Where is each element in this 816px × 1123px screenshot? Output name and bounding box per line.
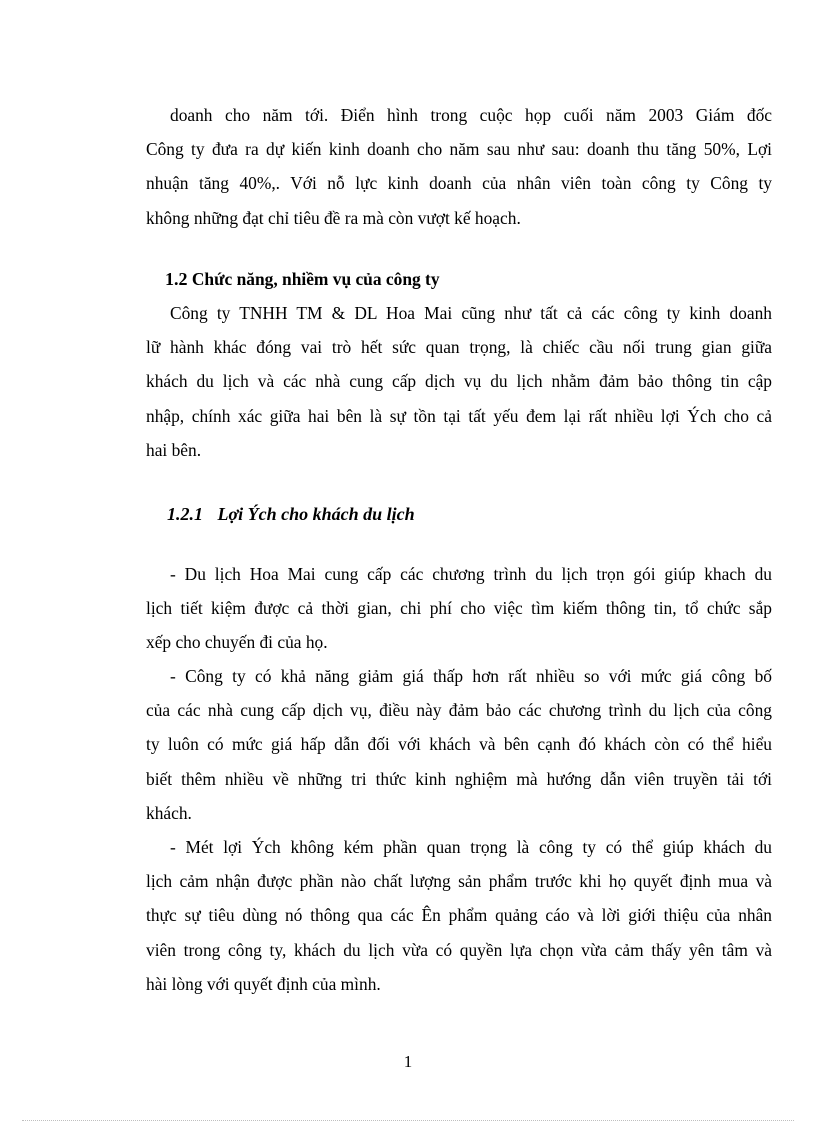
section-title: Chức năng, nhiềm vụ của công ty (191, 269, 440, 289)
text-line: lịch tiết kiệm được cả thời gian, chi phí cho việc tìm kiếm thông tin, tổ chức sắp (146, 598, 772, 619)
text-line: khách du lịch và các nhà cung cấp dịch vụ du lịch nhằm đảm bảo thông tin cập (146, 371, 772, 392)
text-line: Công ty TNHH TM & DL Hoa Mai cũng như tất cả các công ty kinh doanh (170, 303, 772, 323)
text-line: lữ hành khác đóng vai trò hết sức quan trọng, là chiếc cầu nối trung gian giữa (146, 337, 772, 358)
page-number: 1 (403, 1052, 413, 1071)
section-number: 1.2 (165, 269, 188, 289)
text-line: nhập, chính xác giữa hai bên là sự tồn tại tất yếu đem lại rất nhiều lợi Ých cho cả (146, 405, 772, 426)
text-line: hài lòng với quyết định của mình. (146, 973, 381, 994)
text-line: - Công ty có khả năng giảm giá thấp hơn rất nhiều so với mức giá công bố (170, 666, 772, 686)
text-line: Công ty đưa ra dự kiến kinh doanh cho năm sau như sau: doanh thu tăng 50%, Lợi (146, 139, 772, 160)
text-line: lịch cảm nhận được phần nào chất lượng sản phẩm trước khi họ quyết định mua và (146, 871, 772, 892)
text-line: của các nhà cung cấp dịch vụ, điều này đảm bảo các chương trình du lịch của công (146, 700, 772, 721)
text-line: xếp cho chuyến đi của họ. (146, 632, 328, 653)
section-number: 1.2.1 (167, 504, 203, 524)
text-line: nhuận tăng 40%,. Với nỗ lực kinh doanh của nhân viên toàn công ty Công ty (146, 173, 772, 194)
section-heading-1-2 (165, 265, 440, 293)
paragraph-company-role (146, 296, 772, 467)
section-title: Lợi Ých cho khách du lịch (217, 504, 415, 524)
text-line: hai bên. (146, 439, 202, 460)
text-line: biết thêm nhiều về những tri thức kinh nghiệm mà hướng dẫn viên truyền tải tới (146, 768, 772, 789)
text-line: viên trong công ty, khách du lịch vừa có quyền lựa chọn vừa cảm thấy yên tâm và (146, 939, 772, 960)
paragraph-benefit-package (146, 557, 772, 660)
text-line: không những đạt chỉ tiêu đề ra mà còn vượt kế hoạch. (146, 207, 521, 228)
paragraph-business-plan (146, 98, 772, 235)
text-line: doanh cho năm tới. Điển hình trong cuộc họp cuối năm 2003 Giám đốc (170, 105, 772, 125)
paragraph-benefit-quality (146, 830, 772, 1001)
text-line: ty luôn có mức giá hấp dẫn đối với khách và bên cạnh đó khách còn có thể hiểu (146, 734, 772, 755)
text-line: khách. (146, 802, 192, 823)
text-line: thực sự tiêu dùng nó thông qua các Ên phẩm quảng cáo và lời giới thiệu của nhân (146, 905, 772, 926)
page-bottom-divider (22, 1120, 794, 1121)
text-line: - Du lịch Hoa Mai cung cấp các chương trình du lịch trọn gói giúp khach du (170, 564, 772, 584)
section-heading-1-2-1 (167, 500, 415, 528)
paragraph-benefit-price (146, 659, 772, 830)
text-line: - Mét lợi Ých không kém phần quan trọng là công ty có thể giúp khách du (170, 837, 772, 857)
